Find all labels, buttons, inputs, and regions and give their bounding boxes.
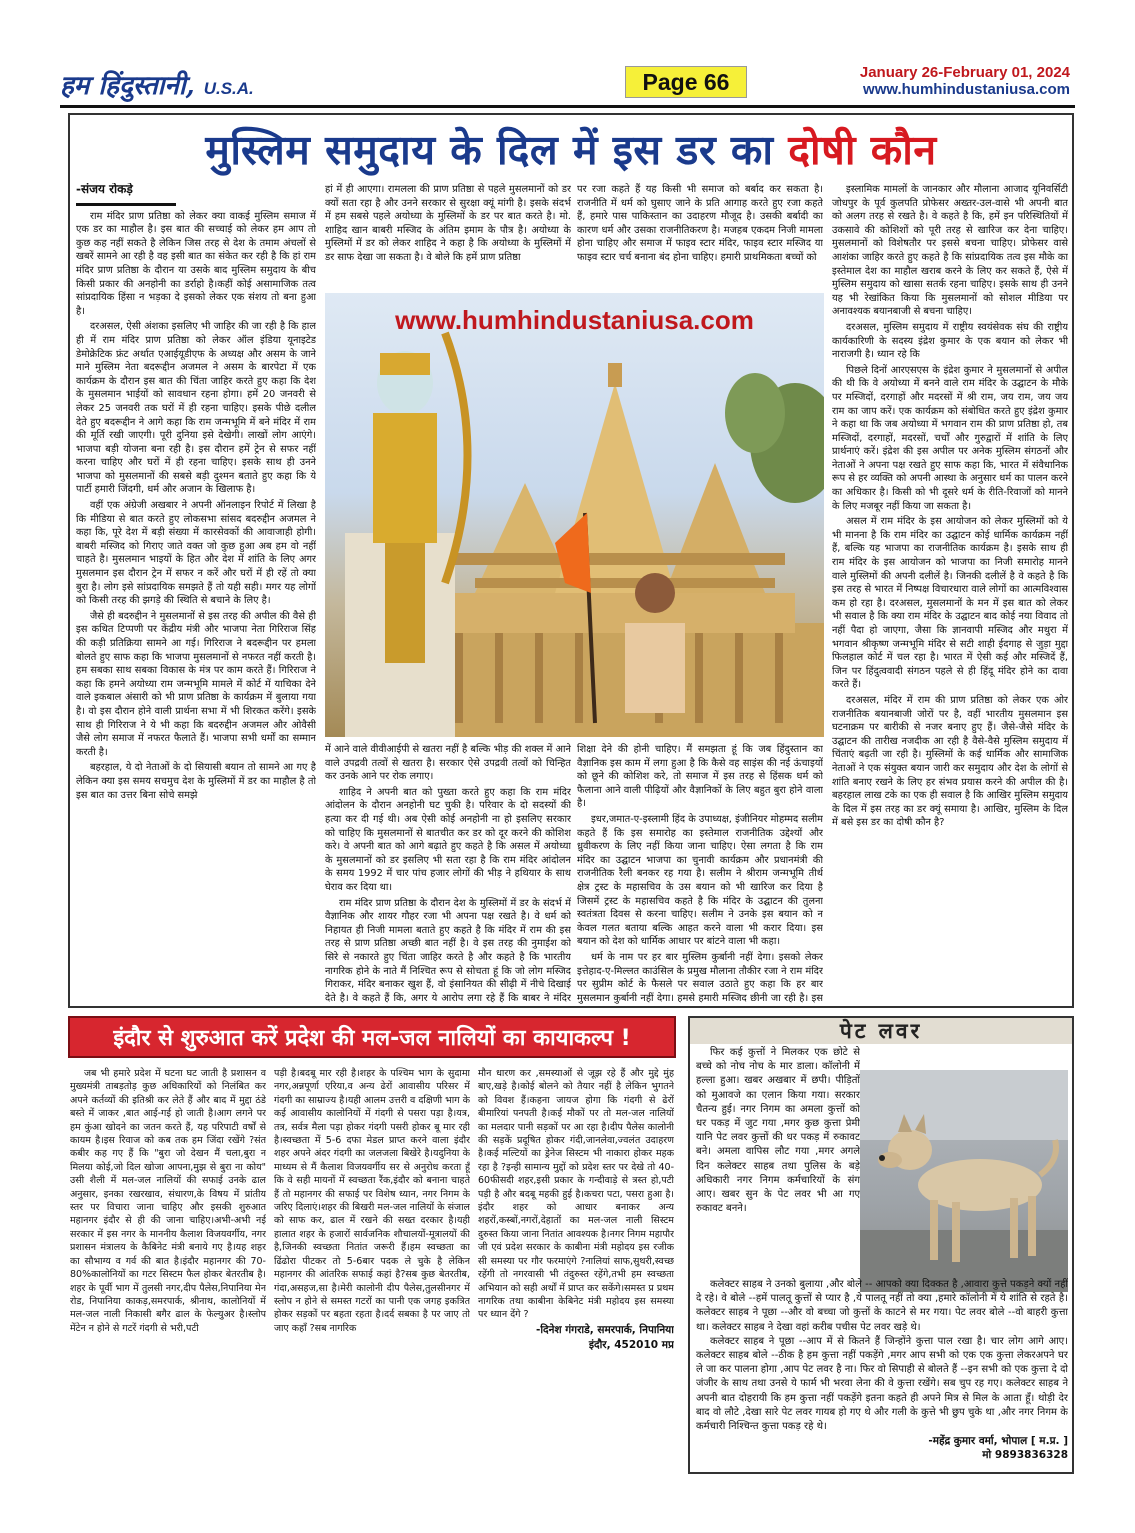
byline: -संजय रोकड़े — [76, 183, 133, 196]
article-headline — [70, 121, 1072, 177]
brand-logo — [60, 66, 254, 102]
photo-watermark: www.humhindustaniusa.com — [395, 305, 754, 335]
temple-illustration — [325, 293, 824, 737]
page-number: Page 66 — [625, 66, 747, 98]
paragraph: हां में ही आएगा। रामलला की प्राण प्रतिष्ठा से पहले मुसलमानों को डर क्यों सता रहा है और उनने सरकार से सुरक्षा क्यूं मांगी है। इसके संदर्भ में हम सबसे पहले अयोध्या के मुस्लिमों के डर पर बात करते है। मो. शाहिद खान बाबरी मस्जिद के अंतिम इमाम के पौत्र है। अयोध्या के मुस्लिमों में डर को लेकर शाहिद ने कहा है कि अयोध्या के मुस्लिमों में डर साफ देखा जा सकता है। वे बोले कि हमें प्राण प्रतिष्ठा — [325, 184, 571, 263]
pet-story-bottom — [696, 1278, 1068, 1464]
article-column-2-bottom — [325, 743, 571, 1005]
paragraph: मौन धारण कर ,समस्याओं से जूझ रहे हैं और मुद्दे मुंह बाए,खड़े है।कोई बोलने को तैयार नहीं है लेकिन भुगतने को विवश हैं।कहना जायज होगा कि गंदगी से ढेरों बीमारियां पनपती है।कई मौकों पर तो मल-जल नालियों का मलदार पानी सड़कों पर आ रहा है।दीप पैलेस कालोनी की सड़कें प्रदूषित होकर गंदी,जानलेवा,ज्वलंत उदाहरण है।कई मल्टियों का ड्रेनेज सिस्टम भी नाकारा होकर महक रहा है ?इन्ही सामान्य मुद्दों को प्रदेश स्तर पर देखे तो 40-60फीसदी शहर,इसी प्रकार के गन्दीवाड़े से त्रस्त हो,पटी पड़ी है और बदबू महकी हुई है।कचरा पटा, पसरा हुआ है।इंदौर शहर को आधार बनाकर अन्य शहरों,कस्बों,नगरों,देहातों का मल-जल नाली सिस्टम दुरुस्त किया जाना नितांत आवश्यक है।नगर निगम महापौर जी एवं प्रदेश सरकार के काबीना मंत्री महोदय इस रजीक सी समस्या पर गौर फरमाएंगे ?नालियां साफ,सुथरी,स्वच्छ रहेंगी तो नगरवासी भी तंदुरुस्त रहेंगे,तभी हम स्वच्छता अभियान को सही अर्थों में प्राप्त कर सकेंगे।समस्त प्र प्रथम नागरिक तथा काबीना केबिनेट मंत्री महोदय इस समस्या पर ध्यान देंगे ? — [478, 1068, 674, 1321]
brand-name: हम हिंदुस्तानी, — [60, 71, 195, 101]
masthead — [60, 64, 1070, 104]
paragraph: राम मंदिर प्राण प्रतिष्ठा के दौरान देश के मुस्लिमों में डर के संदर्भ में वैज्ञानिक और शायर गौहर रजा भी अपना पक्ष रखते है। वे धर्म को निहायत ही निजी मामला बताते हुए कहते है कि मंदिर में राम की इस तरह से प्राण प्रतिष्ठा अच्छी बात नहीं है। वे इस तरह की नुमाईश को सिरे से नकारते हुए चिंता जाहिर करते है और कहते है कि भारतीय नागरिक होने के नाते मैं निश्चित रूप से सोचता हूं कि जो लोग मस्जिद गिराकर, मंदिर बनाकर खुश हैं, वो इंसानियत की सीढ़ी में नीचे दिखाई देते है। वे कहते हैं कि, अगर ये आरोप लगा रहे हैं कि बाबर ने मंदिर — [325, 897, 571, 1004]
pet-story-left — [696, 1046, 860, 1278]
pet-paragraph-1: फिर कई कुत्तों ने मिलकर एक छोटे से बच्चे को नोच नोच के मार डाला। कॉलोनी में हल्ला हुआ। खबर अखबार में छपी। पीड़ितों को मुआवजे का एलान किया गया। सरकार चैतन्य हुई। नगर निगम का अमला कुत्तों को धर पकड़ में जुट गया ,मगर कुछ कुत्ता प्रेमी यानि पेट लवर कुत्तों की धर पकड़ में रुकावट बने। अमला वापिस लौट गया ,मगर अगले दिन कलेक्टर साहब तथा पुलिस के बड़े अधिकारी नगर निगम कर्मचारियों के संग आए। खबर सुन के पेट लवर भी आ गए रुकावट बनने। — [696, 1047, 860, 1215]
headline-main: मुस्लिम समुदाय के दिल में इस डर का — [205, 126, 774, 174]
byline-rule — [76, 203, 176, 206]
paragraph: दरअसल, ऐसी अंशका इसलिए भी जाहिर की जा रही है कि हाल ही में राम मंदिर प्राण प्रतिष्ठा को लेकर ऑल इंडिया यूनाइटेड डेमोक्रेटिक फ्रंट अर्थात एआईयूडीएफ के अध्यक्ष और असम के जाने माने मुस्लिम नेता बदरूद्दीन अजमल ने असम के बारपेटा में एक कार्यक्रम के दौरान इस बात की चिंता जाहिर करते हुए कहा कि देश के मुसलमान भाईयों को सावधान रहना होगा। हमें 20 जनवरी से लेकर 25 जनवरी तक घरों में ही रहना चाहिए। इसके पीछे दलील देते हुए बदरूद्दीन ने आगे कहा कि राम जन्मभूमि में बने मंदिर में राम की मूर्ति रखी जाएगी। पूरी दुनिया इसे देखेगी। लाखों लोग आएंगे। भाजपा बड़ी योजना बना रही है। इस दौरान हमें ट्रेन से सफर नहीं करना चाहिए और घरों में ही रहना चाहिए। इसके साथ ही उनने भाजपा को मुसलमानों की सबसे बड़ी दुश्मन बताते हुए कहा कि ये पार्टी हमारी जिंदगी, धर्म और अजान के खिलाफ है। — [76, 321, 316, 496]
paragraph: असल में राम मंदिर के इस आयोजन को लेकर मुस्लिमों को ये भी मानना है कि राम मंदिर का उद्घाटन कोई धार्मिक कार्यक्रम नहीं हैं, बल्कि यह भाजपा का राजनीतिक कार्यक्रम है। इसके साथ ही राम मंदिर के इस आयोजन को भाजपा का निजी समारोह मानने वाले मुस्लिमों की अपनी दलीलें है। जिनकी दलीलें है वे कहते है कि इस तरह से भारत में निष्पक्ष विचारधारा वाले लोगों का आत्मविश्वास कम हो रहा है। दरअसल, मुसलमानों के मन में इस बात को लेकर भी सवाल है कि क्या राम मंदिर के उद्घाटन बाद कोई नया विवाद तो नहीं पैदा हो जाएगा, जैसा कि ज्ञानवापी मस्जिद और मथुरा में भगवान श्रीकृष्ण जन्मभूमि मंदिर से सटी शाही ईदगाह से जुड़ा मुद्दा फिलहाल कोर्ट में चल रहा है। भारत में ऐसी कई और मस्जिदें हैं, जिन पर हिंदुत्ववादी संगठन पहले से ही हिंदू मंदिर होने का दावा करते हैं। — [832, 516, 1068, 691]
dog-photo — [860, 1070, 1068, 1292]
article2-column-1 — [70, 1067, 266, 1471]
paragraph: इधर,जमात-ए-इस्लामी हिंद के उपाध्यक्ष, इंजीनियर मोहम्मद सलीम कहते हैं कि इस समारोह का इस्तेमाल राजनीतिक उद्देश्यों और ध्रुवीकरण के लिए नहीं किया जाना चाहिए। ऐसा लगता है कि राम मंदिर का उद्घाटन भाजपा का चुनावी कार्यक्रम और प्रधानमंत्री की राजनीतिक रैली बनकर रह गया है। सलीम ने श्रीराम जन्मभूमि तीर्थ क्षेत्र ट्रस्ट के महासचिव के उस बयान को भी खारिज कर दिया है जिसमें ट्रस्ट के महासचिव कहते है कि मंदिर के उद्घाटन की तुलना स्वतंत्रता दिवस से करना चाहिए। सलीम ने उनके इस बयान को न केवल गलत बताया बल्कि आहत करने वाला भी करार दिया। इस बयान को देश को धार्मिक आधार पर बांटने वाला भी कहा। — [577, 813, 823, 948]
paragraph: पड़ी है।बदबू मार रही है।शहर के पश्चिम भाग के सुदामा नगर,अन्नपूर्णा एरिया,व अन्य ढेरों आवासीय परिसर में गंदगी का साम्राज्य है।यही आलम उत्तरी व दक्षिणी भाग के कई आवासीय कालोनियों में गंदगी से पसरा पड़ा है।यत्र, तत्र, सर्वत्र मैला पड़ा होकर गंदगी पसरी होकर बू मार रही है।स्वच्छता में 5-6 दफा मेडल प्राप्त करने वाला इंदौर शहर अपने अंदर गंदगी का जलजला बिखेरे है।यदुनिया के माध्यम से मैं कैलाश विजयवर्गीय सर से अनुरोध करता हूँ कि वे सही मायनों में स्वच्छता रैंक,इंदौर को बनाना चाहते हैं तो महानगर की सफाई पर विशेष ध्यान, नगर निगम के जरिए दिलाएं।शहर की बिखरी मल-जल नालियों के संजाल को साफ कर, ढाल में रखने की सख्त दरकार है।यही हालात शहर के हजारों सार्वजनिक शौचालयों-मूत्रालयों की है,जिनकी स्वच्छता नितांत जरूरी हैं।हम स्वच्छता का ढिंढोरा पीटकर तो 5-6बार पदक ले चुके है लेकिन महानगर की आंतरिक सफाई कहां है?सब कुछ बेतरतीब, गंदा,असहज,सा है।मेरी कालोनी दीप पैलेस,तुलसीनगर में स्लोप न होने से समस्त गटरों का पानी एक जगह इकत्रित होकर सड़कों पर बहता रहता है।दर्द सबका है पर जाए तो जाए कहाँ ?सब नागरिक — [274, 1068, 470, 1334]
article2-column-2 — [274, 1067, 470, 1471]
dog-illustration — [860, 1070, 1068, 1292]
paragraph: शाहिद ने अपनी बात को पुख्ता करते हुए कहा कि राम मंदिर आंदोलन के दौरान अनहोनी घट चुकी है। परिवार के दो सदस्यों की हत्या कर दी गई थी। अब ऐसी कोई अनहोनी ना हो इसलिए सरकार को चाहिए कि मुसलमानों से बातचीत कर डर को दूर करने की कोशिश करे। वे अपनी बात को आगे बढ़ाते हुए कहते है कि असल में अयोध्या के मुसलमानों को डर इसलिए भी सता रहा है कि राम मंदिर आंदोलन के समय 1992 में चार पांच हजार लोगों की भीड़ ने हथियार के साथ घेराव कर दिया था। — [325, 786, 571, 893]
pet-lover-title: पेट लवर — [690, 1018, 1072, 1044]
paragraph: जब भी हमारे प्रदेश में घटना घट जाती है प्रशासन व मुख्यमंत्री ताबड़तोड़ कुछ अधिकारियों को निलंबित कर अपने कर्तव्यों की इतिश्री कर लेते हैं और बाद में मुद्दा ठंडे बस्ते में जाकर ,बात आई-गई हो जाती है।आग लगने पर हम कुंआ खोदने का जतन करते हैं, यह परिपाटी वर्षों से कायम है।इस रिवाज को कब तक हम जिंदा रखेंगे ?संत कबीर कह गए हैं कि "बुरा जो देखन मैं चला,बुरा न मिलया कोई,जो दिल खोजा आपना,मुझ से बुरा ना कोय" उसी शैली में मल-जल नालियों की सफाई उनके ढाल अनुसार, इनका रखरखाव, संधारण,के विषय में प्रांतीय स्तर पर विचारा जाना चाहिए और इसकी शुरुआत महानगर इंदौर से ही की जाना चाहिए।अभी-अभी नई सरकार में इस नगर के माननीय कैलाश विजयवर्गीय, नगर प्रशासन मंत्रालय के कैबिनेट मंत्री बनाये गए है।यह शहर का सौभाग्य व गर्व की बात है।इंदौर महानगर की 70-80%कालोनियों का गटर सिस्टम फैल होकर बेतरतीब है।शहर के पूर्वी भाग में तुलसी नगर,दीप पैलेस,निपानिया मेन रोड, निपानिया काकड़,समरपार्क, श्रीनाथ, कालोनियों में मल-जल नाली निकासी बगैर ढाल के फेल्युअर है।स्लोप मेंटेन न होने से गटरें गंदगी से भरी,पटी — [70, 1068, 266, 1334]
article-column-4 — [832, 183, 1068, 1005]
author-location: इंदौर, 452010 मप्र — [588, 1339, 674, 1352]
pet-paragraph-2: कलेक्टर साहब ने उनको बुलाया ,और बोले -- आपको क्या दिक्कत है ,आवारा कुत्ते पकड़ने क्यों नहीं दे रहे। वे बोले --हमें पालतू कुत्तों से प्यार है ,ये पालतू नहीं तो क्या ,हमारे कॉलोनी में ये शांति से रहते है। कलेक्टर साहब ने पूछा --और वो बच्चा जो कुत्तों के काटने से मर गया। पेट लवर बोले --वो बाहरी कुत्ता था। कलेक्टर साहब ने देखा वहां करीब पचीस पेट लवर खड़े थे। — [696, 1279, 1068, 1333]
paragraph: बहरहाल, ये दो नेताओं के दो सियासी बयान तो सामने आ गए है लेकिन क्या इस समय सचमुच देश के मुस्लिमों में डर का माहौल है तो इस बात का उत्तर बिना सोचे समझे — [76, 762, 316, 801]
issue-date: January 26-February 01, 2024 — [859, 64, 1070, 81]
pet-paragraph-3: कलेक्टर साहब ने पूछा --आप में से कितने हैं जिन्होंने कुत्ता पाल रखा है। चार लोग आगे आए। कलेक्टर साहब बोले --ठीक है हम कुत्ता नहीं पकड़ेंगे ,मगर आप सभी को एक एक कुत्ता लेकरअपने घर ले जा कर पालना होगा ,आप पेट लवर है ना। फिर वो सिपाही से बोलते हैं --इन सभी को एक कुत्ता दे दो जंजीर के साथ तथा उनसे ये फार्म भी भरवा लेना की वे कुत्ता रखेंगे। सब चुप रह गए। कलेक्टर साहब ने अपनी बात दोहरायी कि हम कुत्ता नहीं पकड़ेंगे इतना कहते ही अपने मित्र से मिल के आता हूँ। थोड़ी देर बाद वो लौटे ,देखा सारे पेट लवर गायब हो गए थे और गली के कुत्ते भी छुप चुके था ,और नगर निगम के कर्मचारी निश्चिन्त कुत्ता पकड़ रहे थे। — [696, 1335, 1068, 1433]
article2-headline: इंदौर से शुरुआत करें प्रदेश की मल-जल नालियों का कायाकल्प ! — [68, 1016, 676, 1058]
author-signature: -दिनेश गंगराडे, समरपार्क, निपानिया — [535, 1323, 674, 1336]
paragraph: वहीं एक अंग्रेजी अखबार ने अपनी ऑनलाइन रिपोर्ट में लिखा है कि मीडिया से बात करते हुए लोकसभा सांसद बदरुद्दीन अजमल ने कहा कि, पूरे देश में बड़ी संख्या में कारसेवकों की आवाजाही होगी। बाबरी मस्जिद को गिराए जाते वक्त जो कुछ हुआ अब हम वो नहीं चाहते है। मुसलमान भाइयों के हित और देश में शांति के लिए अगर मुसलमान इस दौरान ट्रेन में सफर न करें और घरों में ही रहें तो क्या बुरा है। लोग इसे सांप्रदायिक समझते हैं तो यही सही। मगर यह लोगों को किसी तरह की झगड़े की स्थिति से बचाने के लिए है। — [76, 500, 316, 607]
pet-author-phone: मो 9893836328 — [982, 1449, 1068, 1462]
headline-red: दोषी कौन — [788, 126, 937, 174]
pet-author-signature: -महेंद्र कुमार वर्मा, भोपाल [ म.प्र. ] — [928, 1435, 1068, 1448]
article2-column-3 — [478, 1067, 674, 1471]
article-column-3-top — [577, 183, 823, 291]
paragraph: में आने वाले वीवीआईपी से खतरा नहीं है बल्कि भीड़ की शक्ल में आने वाले उपद्रवी तत्वों से खतरा है। सरकार ऐसे उपद्रवी तत्वों को चिन्हित कर उनके आने पर रोक लगाए। — [325, 744, 571, 783]
paragraph: दरअसल, मुस्लिम समुदाय में राष्ट्रीय स्वयंसेवक संघ की राष्ट्रीय कार्यकारिणी के सदस्य इंद्रेश कुमार के एक बयान को लेकर भी नाराजगी है। ध्यान रहे कि — [832, 321, 1068, 361]
paragraph: जैसे ही बदरुद्दीन ने मुसलमानों से इस तरह की अपील की वैसे ही इस कथित टिप्पणी पर केंद्रीय मंत्री और भाजपा नेता गिरिराज सिंह की कड़ी प्रतिक्रिया सामने आ गई। गिरिराज ने बदरूद्दीन पर हमला बोलते हुए साफ कहा कि भाजपा मुसलमानों से नफरत नहीं करती है। हम सबका साथ सबका विकास के मंत्र पर काम करते हैं। गिरिराज ने कहा कि हमने अयोध्या राम जन्मभूमि मामले में कोर्ट में याचिका देने वाले इकबाल अंसारी को भी प्राण प्रतिष्ठा के कार्यक्रम में बुलाया गया है। वो इस दौरान होने वाली प्रार्थना सभा में भी शिरकत करेंगे। इसके साथ ही गिरिराज ने ये भी कहा कि बदरुद्दीन अजमल और ओवैसी जैसे लोग समाज में नफरत फैलाते हैं। भाजपा सभी धर्मों का सम्मान करती है। — [76, 610, 316, 758]
paragraph: धर्म के नाम पर हर बार मुस्लिम कुर्बानी नहीं देगा। इसको लेकर इत्तेहाद-ए-मिल्लत काउंसिल के प्रमुख मौलाना तौकीर रजा ने राम मंदिर पर सुप्रीम कोर्ट के फैसले पर सवाल उठाते हुए कहा कि हर बार मुसलमान कुर्बानी नहीं देगा। हमसे हमारी मस्जिद छीनी जा रही है। इस — [577, 951, 823, 1004]
paragraph: इस्लामिक मामलों के जानकार और मौलाना आजाद यूनिवर्सिटी जोधपुर के पूर्व कुलपति प्रोफेसर अख्तर-उल-वासे भी अपनी बात को अलग तरह से रखते है। वे कहते है कि, हमें इन परिस्थितियों में उकसावे की कोशिशों को पूरी तरह से खारिज कर देना चाहिए। मुसलमानों को विशेषतौर पर इससे बचना चाहिए। प्रोफेसर वासे आशंका जाहिर करते हुए कहते है कि सांप्रदायिक तत्व इस मौके का इस्तेमाल देश का माहौल खराब करने के लिए कर सकते हैं, ऐसे में मुस्लिम समुदाय को खासा सतर्क रहना चाहिए। इसके साथ ही उनने यह भी रेखांकित किया कि मुसलमानों को सोशल मीडिया पर अनावश्यक बयानबाजी से बचना चाहिए। — [832, 184, 1068, 318]
temple-photo — [325, 293, 824, 737]
brand-suffix: U.S.A. — [203, 79, 254, 98]
issue-date-block — [860, 64, 1070, 98]
site-url[interactable]: www.humhindustaniusa.com — [863, 81, 1070, 98]
paragraph: पर रजा कहते हैं यह किसी भी समाज को बर्बाद कर सकता है। राजनीति में धर्म को घुसाए जाने के प्रति आगाह करते हुए रजा कहते हैं, हमारे पास पाकिस्तान का उदाहरण मौजूद है। उसकी बर्बादी का कारण धर्म और उसका राजनीतिकरण है। मजहब एकदम निजी मामला होना चाहिए और समाज में फाइव स्टार मंदिर, फाइव स्टार मस्जिद या फाइव स्टार चर्च बनाना बंद होना चाहिए। हमारी प्राथमिकता बच्चों को — [577, 184, 823, 263]
paragraph: राम मंदिर प्राण प्रतिष्ठा को लेकर क्या वाकई मुस्लिम समाज में एक डर का माहौल है। इस बात की सच्चाई को लेकर हम आप तो कुछ कह नहीं सकते है लेकिन जिस तरह से देश के तमाम अंचलों से खबरें सामने आ रही है वह इसी बात का संकेत कर रही है कि हां राम मंदिर प्राण प्रतिष्ठा के दौरान या उसके बाद मुस्लिम समुदाय के बीच किसी प्रकार की अनहोनी का डर्राहो है।कहीं कोई असामाजिक तत्व सांप्रदायिक हिंसा न भड़का दे इसको लेकर एक संशय तो बना हुआ है। — [76, 210, 316, 317]
paragraph: पिछले दिनों आरएसएस के इंद्रेश कुमार ने मुसलमानों से अपील की थी कि वे अयोध्या में बनने वाले राम मंदिर के उद्घाटन के मौके पर मस्जिदों, दरगाहों और मदरसों में श्री राम, जय राम, जय जय राम का जाप करें। एक कार्यक्रम को संबोधित करते हुए इंद्रेश कुमार ने कहा था कि जब अयोध्या में भगवान राम की प्राण प्रतिष्ठा हो, तब मस्जिदों, दरगाहों, मदरसों, चर्चों और गुरुद्वारों में शांति के लिए प्रार्थनाएं करें। इंद्रेश की इस अपील पर अनेक मुस्लिम संगठनों और नेताओं ने अपना पक्ष रखते हुए साफ कहा कि, भारत में संवैधानिक रूप से हर व्यक्ति को अपनी आस्था के अनुसार धर्म का पालन करने का अधिकार है। किसी को भी दूसरे धर्म के रीति-रिवाजों को मानने के लिए मजबूर नहीं किया जा सकता है। — [832, 364, 1068, 512]
article-column-3-bottom — [577, 743, 823, 1005]
article2-body — [68, 1063, 676, 1473]
main-article — [68, 113, 1074, 1008]
header-rule — [60, 105, 1075, 108]
article-column-2-top — [325, 183, 571, 291]
paragraph: दरअसल, मंदिर में राम की प्राण प्रतिष्ठा को लेकर एक ओर राजनीतिक बयानबाजी जोरों पर है, वहीं भारतीय मुसलमान इस घटनाक्रम पर बारीकी से नजर बनाए हुए हैं। जैसे-जैसे मंदिर के उद्घाटन की तारीख नजदीक आ रही है वैसे-वैसे मुस्लिम समुदाय में चिंताएं बढ़ती जा रही है। मुस्लिमों के कई धार्मिक और सामाजिक नेताओं ने एक संयुक्त बयान जारी कर समुदाय और देश के लोगों से शांति बनाए रखने के लिए हर संभव प्रयास करने की अपील की है। बहरहाल लाख टके का एक ही सवाल है कि आखिर मुस्लिम समुदाय के दिल में इस तरह का डर क्यूं समाया है। आखिर, मुस्लिम के दिल में बसे इस डर का दोषी कौन है? — [832, 694, 1068, 829]
article-column-1 — [76, 183, 316, 1003]
paragraph: शिक्षा देने की होनी चाहिए। मैं समझता हूं कि जब हिंदुस्तान का वैज्ञानिक इस काम में लगा हुआ है कि कैसे वह साइंस की नई ऊंचाइयों को छूने की कोशिश करे, तो समाज में इस तरह से हिंसक धर्म को फैलाना आने वाली पीढ़ियों और वैज्ञानिकों के लिए बहुत बुरा होने वाला है। — [577, 744, 823, 810]
